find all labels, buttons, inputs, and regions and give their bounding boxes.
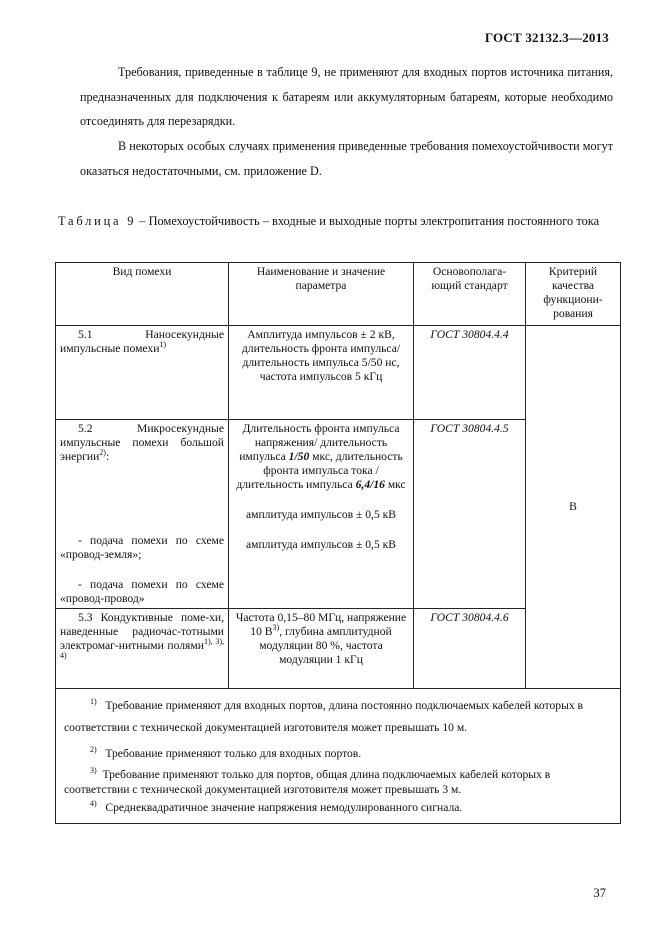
footnote-ref: 2): [99, 448, 106, 458]
disturbance-type-text: 5.3 Кондуктивные поме-хи, наведенные радиочас-тотными электромаг-нитными полями: [60, 611, 224, 652]
subcase-wire-wire-label: - подача помехи по схеме «провод-провод»: [60, 578, 224, 605]
footnote-ref: 1), 3), 4): [60, 637, 224, 661]
parameter-text: мкс, длительность фронта импульса тока / длительность импульса: [236, 450, 403, 491]
disturbance-type-cell: [56, 609, 229, 689]
footnote: [64, 767, 612, 797]
footnote-number: 3): [90, 766, 97, 776]
parameter-text: Длительность фронта импульса напряжения/ длительность импульса: [239, 422, 400, 463]
footnote-number: 4): [90, 799, 97, 809]
footnote: [64, 743, 612, 765]
disturbance-type-text: 5.2 Микросекундные импульсные помехи большой энергии: [60, 422, 224, 463]
parameter-cell: Амплитуда импульсов ± 2 кВ, длительность фронта импульса/ длительность импульса 5/50 нс, частота импульсов 5 кГц: [229, 326, 414, 420]
table-header-row: [56, 263, 621, 326]
criterion-cell: B: [526, 326, 621, 689]
parameter-text: мкс: [384, 478, 406, 491]
footnote-text: Среднеквадратичное значение напряжения немодулированного сигнала.: [105, 801, 463, 814]
footnote-number: 1): [90, 697, 97, 707]
footnote: [64, 695, 612, 739]
standard-cell: ГОСТ 30804.4.4: [414, 326, 526, 420]
parameter-text: , глубина амплитудной модуляции 80 %, частота модуляции 1 кГц: [259, 625, 392, 666]
parameter-cell: [229, 420, 414, 609]
table-caption-label: Таблица 9: [58, 214, 137, 228]
disturbance-type-cell: [56, 420, 229, 609]
column-header-disturbance-type: Вид помехи: [56, 263, 229, 326]
paragraph-batteries-text: Требования, приведенные в таблице 9, не применяют для входных портов источника питания, предназначенных для подключения к батареям или аккумуляторным батареям, которые необходимо отсоединять для перезарядки.: [80, 65, 613, 128]
parameter-description: [233, 422, 409, 492]
paragraph-batteries: [80, 60, 613, 134]
parameter-text: Частота 0,15–80 МГц, напряжение 10 В: [235, 611, 407, 638]
table-notes-row: [56, 689, 621, 824]
footnote-ref: 3): [272, 623, 280, 633]
disturbance-type-cell: [56, 326, 229, 420]
footnote-text: Требование применяют только для входных портов.: [105, 747, 362, 760]
footnote-number: 2): [90, 745, 97, 755]
disturbance-type-text: 5.1 Наносекундные импульсные помехи: [60, 328, 224, 355]
disturbance-type-heading: [60, 422, 224, 464]
paragraph-special-cases: [80, 134, 613, 183]
paragraph-special-cases-text: В некоторых особых случаях применения приведенные требования помехоустойчивости могут оказаться недостаточными, см. приложение D.: [80, 139, 613, 178]
subcase-wire-wire-value: амплитуда импульсов ± 0,5 кВ: [245, 538, 397, 551]
subcase-wire-earth-label: - подача помехи по схеме «провод-земля»;: [60, 534, 224, 561]
footnote-ref: 1): [159, 340, 167, 350]
footnote: [64, 799, 612, 817]
page-number: 37: [593, 886, 606, 900]
table-caption: [58, 210, 613, 233]
standard-cell: ГОСТ 30804.4.6: [414, 609, 526, 689]
column-header-basic-standard: Основополага-ющий стандарт: [414, 263, 526, 326]
immunity-table: [55, 262, 621, 824]
table-caption-text: – Помехоустойчивость – входные и выходные порты электропитания постоянного тока: [136, 214, 600, 228]
standard-cell: ГОСТ 30804.4.5: [414, 420, 526, 609]
parameter-value-voltage-pulse: 1/50: [288, 450, 310, 463]
column-header-parameter: Наименование и значение параметра: [229, 263, 414, 326]
table-row: [56, 326, 621, 420]
footnote-text: Требование применяют только для портов, общая длина подключаемых кабелей которых в соответствии с технической документацией изготовителя может превышать 3 м.: [64, 768, 551, 796]
parameter-cell: [229, 609, 414, 689]
parameter-value-current-pulse: 6,4/16: [355, 478, 385, 491]
document-code: ГОСТ 32132.3—2013: [484, 30, 609, 45]
subcase-wire-earth-value: амплитуда импульсов ± 0,5 кВ: [245, 508, 397, 521]
footnote-text: Требование применяют для входных портов, длина постоянно подключаемых кабелей которых в соответствии с технической документацией изготовителя может превышать 10 м.: [64, 699, 584, 734]
disturbance-type-suffix: :: [105, 450, 110, 463]
table-notes-cell: [56, 689, 621, 824]
column-header-performance-criterion: Критерий качества функциони-рования: [526, 263, 621, 326]
